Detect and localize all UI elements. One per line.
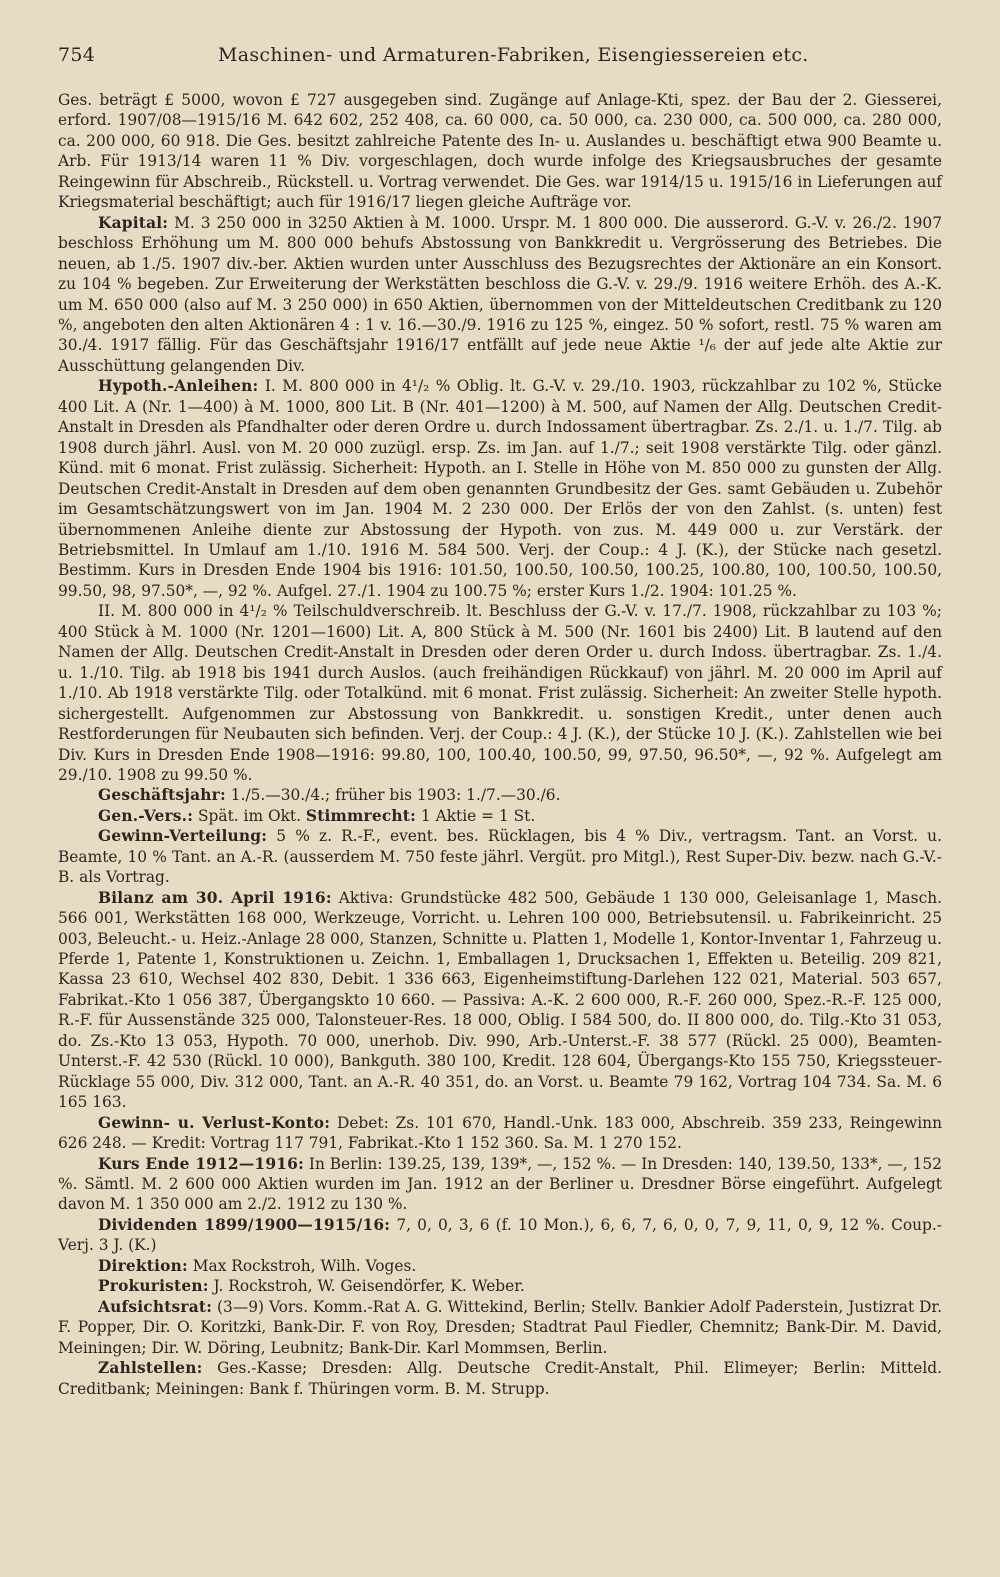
paragraph-geschaeftsjahr [58, 785, 942, 805]
paragraph-dividenden [58, 1215, 942, 1256]
paragraph-gewinn-verlust [58, 1113, 942, 1154]
paragraph-label: Gen.-Vers.: [98, 806, 194, 825]
paragraph-text: II. M. 800 000 in 4¹/₂ % Teilschuldverschreib. lt. Beschluss der G.-V. v. 17./7. 1908, rückzahlbar zu 103 %; 400 Stück à M. 1000 (Nr. 1201—1600) Lit. A, 800 Stück à M. 500 (Nr. 1601 bis 2400) Lit. B lautend auf den Namen der Allg. Deutschen Credit-Anstalt in Dresden oder deren Order u. durch Indoss. übertragbar. Zs. 1./4. u. 1./10. Tilg. ab 1918 bis 1941 durch Auslos. (auch freihändigen Rückkauf) von jährl. M. 20 000 im April auf 1./10. Ab 1918 verstärkte Tilg. oder Totalkünd. mit 6 monat. Frist zulässig. Sicherheit: An zweiter Stelle hypoth. sichergestellt. Aufgenommen zur Abstossung von Bankkredit. u. sonstigen Kredit., unter denen auch Restforderungen für Neubauten sich befinden. Verj. der Coup.: 4 J. (K.), der Stücke 10 J. (K.). Zahlstellen wie bei Div. Kurs in Dresden Ende 1908—1916: 99.80, 100, 100.40, 100.50, 99, 97.50, 96.50*, —, 92 %. Aufgelegt am 29./10. 1908 zu 99.50 %. [58, 602, 942, 784]
paragraph-hypoth-anleihen [58, 376, 942, 601]
paragraph-label: Direktion: [98, 1256, 188, 1275]
paragraph-label: Geschäftsjahr: [98, 786, 226, 805]
paragraph-label: Gewinn- u. Verlust-Konto: [98, 1113, 331, 1132]
paragraph-text: 7, 0, 0, 3, 6 (f. 10 Mon.), 6, 6, 7, 6, 0, 0, 7, 9, 11, 0, 9, 12 %. Coup.-Verj. 3 J. (K.) [58, 1215, 942, 1255]
paragraph-prokuristen [58, 1276, 942, 1296]
paragraph-zahlstellen [58, 1358, 942, 1399]
paragraph-text: 1./5.—30./4.; früher bis 1903: 1./7.—30./6. [230, 786, 561, 805]
paragraph-text: Ges. beträgt £ 5000, wovon £ 727 ausgegeben sind. Zugänge auf Anlage-Kti, spez. der Bau der 2. Giesserei, erford. 1907/08—1915/16 M. 642 602, 252 408, ca. 60 000, ca. 50 000, ca. 230 000, ca. 500 000, ca. 280 000, ca. 200 000, 60 918. Die Ges. besitzt zahlreiche Patente des In- u. Auslandes u. beschäftigt etwa 900 Beamte u. Arb. Für 1913/14 waren 11 % Div. vorgeschlagen, doch wurde infolge des Kriegsausbruches der gesamte Reingewinn für Abschreib., Rückstell. u. Vortrag verwendet. Die Ges. war 1914/15 u. 1915/16 in Lieferungen auf Kriegsmaterial beschäftigt; auch für 1916/17 liegen gleiche Aufträge vor. [58, 91, 942, 212]
paragraph-label: Gewinn-Verteilung: [98, 827, 268, 846]
paragraph-label: Aufsichtsrat: [98, 1297, 213, 1316]
paragraph-kapital [58, 213, 942, 377]
paragraph-kurs [58, 1154, 942, 1215]
paragraph-direktion [58, 1256, 942, 1276]
paragraph-label: Dividenden 1899/1900—1915/16: [98, 1215, 391, 1234]
paragraph-text: In Berlin: 139.25, 139, 139*, —, 152 %. — In Dresden: 140, 139.50, 133*, —, 152 %. Sämtl. M. 2 600 000 Aktien wurden im Jan. 1912 an der Berliner u. Dresdner Börse eingeführt. Aufgelegt davon M. 1 350 000 am 2./2. 1912 zu 130 %. [58, 1154, 942, 1214]
paragraph-text: Max Rockstroh, Wilh. Voges. [192, 1256, 417, 1275]
paragraph-label: Kapital: [98, 213, 169, 232]
paragraph-aufsichtsrat [58, 1297, 942, 1358]
paragraph-label: Zahlstellen: [98, 1359, 203, 1378]
paragraph-text: M. 3 250 000 in 3250 Aktien à M. 1000. Urspr. M. 1 800 000. Die ausserord. G.-V. v. 26./2. 1907 beschloss Erhöhung um M. 800 000 behufs Abstossung von Bankkredit u. Vergrösserung des Betriebes. Die neuen, ab 1./5. 1907 div.-ber. Aktien wurden unter Ausschluss des Bezugsrechtes der Aktionäre an ein Konsort. zu 104 % begeben. Zur Erweiterung der Werkstätten beschloss die G.-V. v. 29./9. 1916 weitere Erhöh. des A.-K. um M. 650 000 (also auf M. 3 250 000) in 650 Aktien, übernommen von der Mitteldeutschen Creditbank zu 120 %, angeboten den alten Aktionären 4 : 1 v. 16.—30./9. 1916 zu 125 %, eingez. 50 % sofort, restl. 75 % waren am 30./4. 1917 fällig. Für das Geschäftsjahr 1916/17 entfällt auf jede neue Aktie ¹/₆ der auf jede alte Aktie zur Ausschüttung gelangenden Div. [58, 213, 942, 375]
paragraph-text: 5 % z. R.-F., event. bes. Rücklagen, bis 4 % Div., vertragsm. Tant. an Vorst. u. Beamte, 10 % Tant. an A.-R. (ausserdem M. 750 feste jährl. Vergüt. pro Mitgl.), Rest Super-Div. bezw. nach G.-V.-B. als Vortrag. [58, 827, 942, 887]
paragraph-label: Prokuristen: [98, 1277, 209, 1296]
paragraph-label: Bilanz am 30. April 1916: [98, 888, 332, 907]
body-text [58, 90, 942, 1399]
paragraph-text: J. Rockstroh, W. Geisendörfer, K. Weber. [213, 1277, 525, 1296]
paragraph-text: Debet: Zs. 101 670, Handl.-Unk. 183 000, Abschreib. 359 233, Reingewinn 626 248. — Kredit: Vortrag 117 791, Fabrikat.-Kto 1 152 360. Sa. M. 1 270 152. [58, 1113, 942, 1153]
paragraph-label-stimmrecht: Stimmrecht: [305, 806, 416, 825]
page-number: 754 [58, 44, 96, 66]
paragraph-gen-vers [58, 806, 942, 826]
paragraph-text: (3—9) Vors. Komm.-Rat A. G. Wittekind, Berlin; Stellv. Bankier Adolf Paderstein, Justizrat Dr. F. Popper, Dir. O. Koritzki, Bank-Dir. F. von Roy, Dresden; Stadtrat Paul Fiedler, Chemnitz; Bank-Dir. M. David, Meiningen; Dir. W. Döring, Leubnitz; Bank-Dir. Karl Mommsen, Berlin. [58, 1297, 942, 1357]
paragraph-label: Kurs Ende 1912—1916: [98, 1154, 304, 1173]
paragraph-company-description [58, 90, 942, 213]
paragraph-text-stimmrecht: 1 Aktie = 1 St. [420, 806, 536, 825]
page-header [58, 44, 942, 90]
paragraph-text: I. M. 800 000 in 4¹/₂ % Oblig. lt. G.-V. v. 29./10. 1903, rückzahlbar zu 102 %, Stücke 400 Lit. A (Nr. 1—400) à M. 1000, 800 Lit. B (Nr. 401—1200) à M. 500, auf Namen der Allg. Deutschen Credit-Anstalt in Dresden als Pfandhalter oder deren Ordre u. durch Indossament übertragbar. Zs. 2./1. u. 1./7. Tilg. ab 1908 durch jährl. Ausl. von M. 20 000 zuzügl. ersp. Zs. im Jan. auf 1./7.; seit 1908 verstärkte Tilg. oder gänzl. Künd. mit 6 monat. Frist zulässig. Sicherheit: Hypoth. an I. Stelle in Höhe von M. 850 000 zu gunsten der Allg. Deutschen Credit-Anstalt in Dresden auf dem oben genannten Grundbesitz der Ges. samt Gebäuden u. Zubehör im Gesamtschätzungswert von im Jan. 1904 M. 2 230 000. Der Erlös der von den Zahlst. (s. unten) fest übernommenen Anleihe diente zur Abstossung der Hypoth. von zus. M. 449 000 u. zur Verstärk. der Betriebsmittel. In Umlauf am 1./10. 1916 M. 584 500. Verj. der Coup.: 4 J. (K.), der Stücke nach gesetzl. Bestimm. Kurs in Dresden Ende 1904 bis 1916: 101.50, 100.50, 100.50, 100.25, 100.80, 100, 100.50, 100.50, 99.50, 98, 97.50*, —, 92 %. Aufgel. 27./1. 1904 zu 100.75 %; erster Kurs 1./2. 1904: 101.25 %. [58, 377, 942, 600]
paragraph-gewinn-verteilung [58, 826, 942, 887]
paragraph-text: Spät. im Okt. [198, 806, 301, 825]
running-title: Maschinen- und Armaturen-Fabriken, Eisengiessereien etc. [218, 44, 809, 66]
paragraph-anleihe-ii [58, 601, 942, 785]
paragraph-label: Hypoth.-Anleihen: [98, 377, 259, 396]
paragraph-bilanz [58, 888, 942, 1113]
paragraph-text: Aktiva: Grundstücke 482 500, Gebäude 1 130 000, Geleisanlage 1, Masch. 566 001, Werkstätten 168 000, Werkzeuge, Vorricht. u. Lehren 100 000, Betriebsutensil. u. Fabrikeinricht. 25 003, Beleucht.- u. Heiz.-Anlage 28 000, Stanzen, Schnitte u. Platten 1, Modelle 1, Kontor-Inventar 1, Fahrzeug u. Pferde 1, Patente 1, Konstruktionen u. Zeichn. 1, Emballagen 1, Drucksachen 1, Effekten u. Beteilig. 209 821, Kassa 23 610, Wechsel 402 830, Debit. 1 336 663, Eigenheimstiftung-Darlehen 122 021, Material. 503 657, Fabrikat.-Kto 1 056 387, Übergangskto 10 660. — Passiva: A.-K. 2 600 000, R.-F. 260 000, Spez.-R.-F. 125 000, R.-F. für Aussenstände 325 000, Talonsteuer-Res. 18 000, Oblig. I 584 500, do. II 800 000, do. Tilg.-Kto 31 053, do. Zs.-Kto 13 053, Hypoth. 70 000, unerhob. Div. 990, Arb.-Unterst.-F. 38 577 (Rückl. 25 000), Beamten-Unterst.-F. 42 530 (Rückl. 10 000), Bankguth. 380 100, Kredit. 128 604, Übergangs-Kto 155 750, Kriegssteuer-Rücklage 55 000, Div. 312 000, Tant. an A.-R. 40 351, do. an Vorst. u. Beamte 79 162, Vortrag 104 734. Sa. M. 6 165 163. [58, 888, 942, 1112]
paragraph-text: Ges.-Kasse; Dresden: Allg. Deutsche Credit-Anstalt, Phil. Elimeyer; Berlin: Mitteld. Creditbank; Meiningen: Bank f. Thüringen vorm. B. M. Strupp. [58, 1359, 942, 1398]
